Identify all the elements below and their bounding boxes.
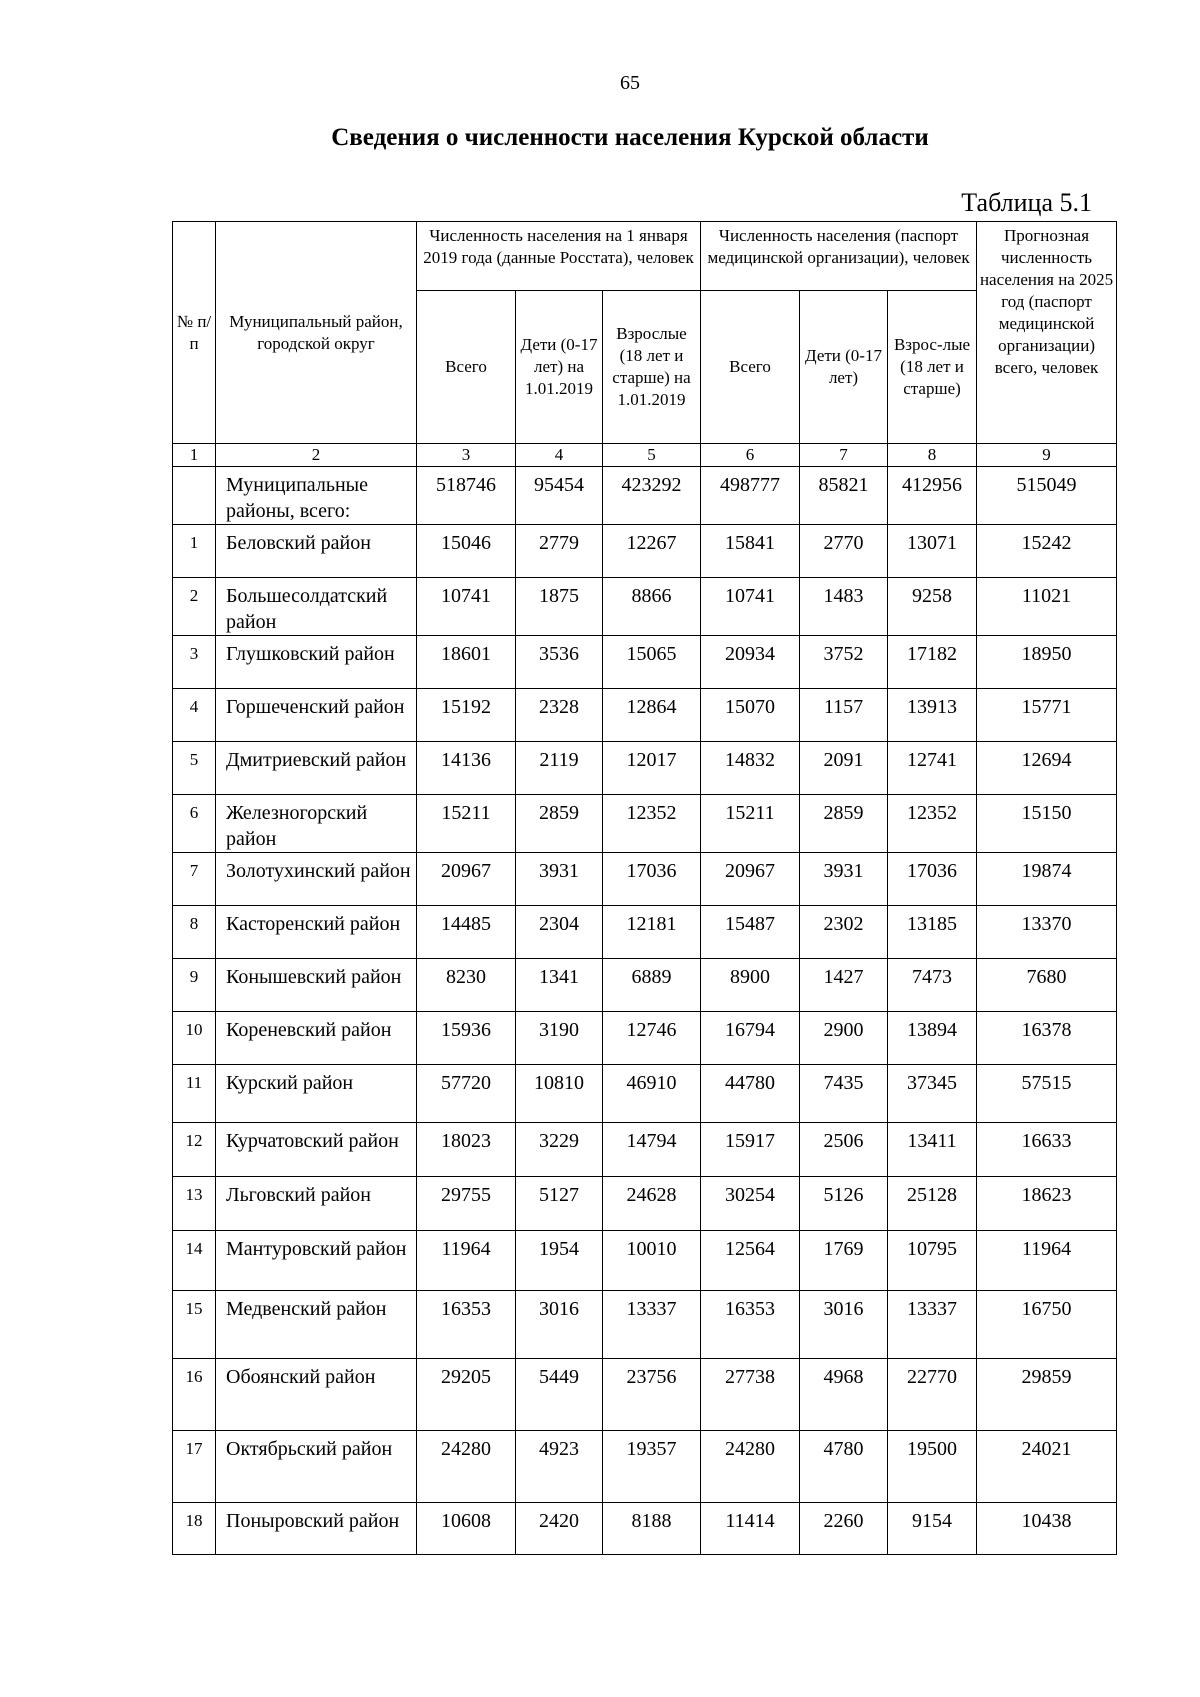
- value-cell: 29755: [417, 1177, 516, 1231]
- value-cell: 18023: [417, 1123, 516, 1177]
- table-row: [173, 1065, 1117, 1123]
- value-cell: 3536: [516, 636, 603, 689]
- value-cell: 11964: [417, 1231, 516, 1291]
- value-cell: 5126: [800, 1177, 888, 1231]
- value-cell: 2779: [516, 525, 603, 578]
- table-row: [173, 1359, 1117, 1431]
- value-cell: 12741: [888, 742, 977, 795]
- value-cell: 10795: [888, 1231, 977, 1291]
- value-cell: 7473: [888, 959, 977, 1012]
- value-cell: 2304: [516, 906, 603, 959]
- value-cell: 12864: [603, 689, 701, 742]
- table-body: [173, 444, 1117, 1555]
- value-cell: 3752: [800, 636, 888, 689]
- value-cell: 3931: [516, 853, 603, 906]
- district-name: Курчатовский район: [216, 1123, 417, 1177]
- value-cell: 15070: [701, 689, 800, 742]
- value-cell: 18623: [977, 1177, 1117, 1231]
- value-cell: 1427: [800, 959, 888, 1012]
- value-cell: 16750: [977, 1291, 1117, 1359]
- table-row: [173, 525, 1117, 578]
- row-number: 10: [173, 1012, 216, 1065]
- row-number: 1: [173, 525, 216, 578]
- value-cell: 2328: [516, 689, 603, 742]
- column-number: 6: [701, 444, 800, 467]
- value-cell: 19500: [888, 1431, 977, 1503]
- value-cell: 10438: [977, 1503, 1117, 1555]
- value-cell: 24280: [417, 1431, 516, 1503]
- value-cell: 57720: [417, 1065, 516, 1123]
- value-cell: 18601: [417, 636, 516, 689]
- header-rosstat-total: Всего: [417, 291, 516, 444]
- value-cell: 2302: [800, 906, 888, 959]
- column-number: 9: [977, 444, 1117, 467]
- column-number: 4: [516, 444, 603, 467]
- district-name: Касторенский район: [216, 906, 417, 959]
- district-name: Золотухинский район: [216, 853, 417, 906]
- value-cell: 11964: [977, 1231, 1117, 1291]
- value-cell: 23756: [603, 1359, 701, 1431]
- value-cell: 85821: [800, 467, 888, 525]
- value-cell: 2900: [800, 1012, 888, 1065]
- column-number: 2: [216, 444, 417, 467]
- row-number: 16: [173, 1359, 216, 1431]
- value-cell: 3931: [800, 853, 888, 906]
- value-cell: 57515: [977, 1065, 1117, 1123]
- table-row: [173, 636, 1117, 689]
- value-cell: 16378: [977, 1012, 1117, 1065]
- table-row: [173, 853, 1117, 906]
- value-cell: 17182: [888, 636, 977, 689]
- value-cell: 14485: [417, 906, 516, 959]
- value-cell: 20967: [417, 853, 516, 906]
- value-cell: 2260: [800, 1503, 888, 1555]
- value-cell: 44780: [701, 1065, 800, 1123]
- value-cell: 2859: [800, 795, 888, 853]
- district-name: Мантуровский район: [216, 1231, 417, 1291]
- value-cell: 30254: [701, 1177, 800, 1231]
- value-cell: 15242: [977, 525, 1117, 578]
- value-cell: 5127: [516, 1177, 603, 1231]
- value-cell: 13185: [888, 906, 977, 959]
- value-cell: 1769: [800, 1231, 888, 1291]
- value-cell: 16353: [417, 1291, 516, 1359]
- value-cell: 15046: [417, 525, 516, 578]
- value-cell: 13071: [888, 525, 977, 578]
- value-cell: 29859: [977, 1359, 1117, 1431]
- column-number: 3: [417, 444, 516, 467]
- value-cell: 7435: [800, 1065, 888, 1123]
- table-row: [173, 1231, 1117, 1291]
- row-number: 14: [173, 1231, 216, 1291]
- district-name: Льговский район: [216, 1177, 417, 1231]
- row-number: 7: [173, 853, 216, 906]
- value-cell: 5449: [516, 1359, 603, 1431]
- value-cell: 10010: [603, 1231, 701, 1291]
- value-cell: 14136: [417, 742, 516, 795]
- value-cell: 12564: [701, 1231, 800, 1291]
- value-cell: 24628: [603, 1177, 701, 1231]
- value-cell: 16353: [701, 1291, 800, 1359]
- district-name: Октябрьский район: [216, 1431, 417, 1503]
- value-cell: 13411: [888, 1123, 977, 1177]
- district-name: Медвенский район: [216, 1291, 417, 1359]
- value-cell: 12267: [603, 525, 701, 578]
- value-cell: 3016: [800, 1291, 888, 1359]
- row-number: 15: [173, 1291, 216, 1359]
- value-cell: 11414: [701, 1503, 800, 1555]
- value-cell: 10608: [417, 1503, 516, 1555]
- value-cell: 2420: [516, 1503, 603, 1555]
- value-cell: 46910: [603, 1065, 701, 1123]
- population-table: [172, 221, 1117, 1555]
- district-name: Конышевский район: [216, 959, 417, 1012]
- value-cell: 9154: [888, 1503, 977, 1555]
- header-rosstat-group: Численность населения на 1 января 2019 года (данные Росстата), человек: [417, 222, 701, 291]
- value-cell: 423292: [603, 467, 701, 525]
- value-cell: 24021: [977, 1431, 1117, 1503]
- value-cell: 13370: [977, 906, 1117, 959]
- value-cell: 37345: [888, 1065, 977, 1123]
- value-cell: 8230: [417, 959, 516, 1012]
- header-passport-adults: Взрос-лые (18 лет и старше): [888, 291, 977, 444]
- value-cell: 15936: [417, 1012, 516, 1065]
- row-number: 11: [173, 1065, 216, 1123]
- header-forecast: Прогнозная численность населения на 2025 год (паспорт медицинской организации) всего, человек: [977, 222, 1117, 444]
- row-number: 4: [173, 689, 216, 742]
- row-number: 18: [173, 1503, 216, 1555]
- value-cell: 17036: [603, 853, 701, 906]
- value-cell: 3229: [516, 1123, 603, 1177]
- district-name: Железногорский район: [216, 795, 417, 853]
- value-cell: 18950: [977, 636, 1117, 689]
- column-number: 8: [888, 444, 977, 467]
- value-cell: 518746: [417, 467, 516, 525]
- table-header: [173, 222, 1117, 444]
- row-number: 13: [173, 1177, 216, 1231]
- value-cell: 14832: [701, 742, 800, 795]
- header-passport-total: Всего: [701, 291, 800, 444]
- value-cell: 19874: [977, 853, 1117, 906]
- district-name: Большесолдатский район: [216, 578, 417, 636]
- district-name: Обоянский район: [216, 1359, 417, 1431]
- value-cell: 1341: [516, 959, 603, 1012]
- value-cell: 6889: [603, 959, 701, 1012]
- value-cell: 2506: [800, 1123, 888, 1177]
- value-cell: 22770: [888, 1359, 977, 1431]
- value-cell: 4968: [800, 1359, 888, 1431]
- value-cell: 4780: [800, 1431, 888, 1503]
- value-cell: 2859: [516, 795, 603, 853]
- value-cell: 24280: [701, 1431, 800, 1503]
- value-cell: 14794: [603, 1123, 701, 1177]
- district-name: Поныровский район: [216, 1503, 417, 1555]
- row-number: 3: [173, 636, 216, 689]
- table-row: [173, 578, 1117, 636]
- row-number: 8: [173, 906, 216, 959]
- value-cell: 20967: [701, 853, 800, 906]
- header-passport-children: Дети (0-17 лет): [800, 291, 888, 444]
- value-cell: 13913: [888, 689, 977, 742]
- value-cell: 1157: [800, 689, 888, 742]
- district-name: Кореневский район: [216, 1012, 417, 1065]
- header-num: № п/п: [173, 222, 216, 444]
- row-number: 6: [173, 795, 216, 853]
- row-number: 9: [173, 959, 216, 1012]
- table-row: [173, 1431, 1117, 1503]
- row-number: 5: [173, 742, 216, 795]
- value-cell: 16794: [701, 1012, 800, 1065]
- value-cell: 3190: [516, 1012, 603, 1065]
- value-cell: 2119: [516, 742, 603, 795]
- value-cell: 12352: [888, 795, 977, 853]
- column-number: 1: [173, 444, 216, 467]
- district-name: Горшеченский район: [216, 689, 417, 742]
- table-row: [173, 906, 1117, 959]
- header-rosstat-adults: Взрослые (18 лет и старше) на 1.01.2019: [603, 291, 701, 444]
- value-cell: 19357: [603, 1431, 701, 1503]
- table-row: [173, 689, 1117, 742]
- value-cell: 10741: [701, 578, 800, 636]
- value-cell: 498777: [701, 467, 800, 525]
- district-name: Курский район: [216, 1065, 417, 1123]
- value-cell: 3016: [516, 1291, 603, 1359]
- value-cell: 9258: [888, 578, 977, 636]
- value-cell: 412956: [888, 467, 977, 525]
- value-cell: 10741: [417, 578, 516, 636]
- column-number: 7: [800, 444, 888, 467]
- row-number: 12: [173, 1123, 216, 1177]
- header-district: Муниципальный район, городской округ: [216, 222, 417, 444]
- table-row: [173, 1123, 1117, 1177]
- value-cell: 15841: [701, 525, 800, 578]
- table-row: [173, 1291, 1117, 1359]
- value-cell: 12181: [603, 906, 701, 959]
- value-cell: 12694: [977, 742, 1117, 795]
- value-cell: 1875: [516, 578, 603, 636]
- value-cell: 1483: [800, 578, 888, 636]
- column-number-row: [173, 444, 1117, 467]
- value-cell: 20934: [701, 636, 800, 689]
- value-cell: 2091: [800, 742, 888, 795]
- value-cell: 8188: [603, 1503, 701, 1555]
- row-number: 17: [173, 1431, 216, 1503]
- value-cell: 15211: [417, 795, 516, 853]
- value-cell: 15150: [977, 795, 1117, 853]
- row-number: 2: [173, 578, 216, 636]
- value-cell: 13337: [603, 1291, 701, 1359]
- row-number: [173, 467, 216, 525]
- district-name: Глушковский район: [216, 636, 417, 689]
- total-row: [173, 467, 1117, 525]
- value-cell: 13894: [888, 1012, 977, 1065]
- value-cell: 15211: [701, 795, 800, 853]
- table-label: Таблица 5.1: [961, 188, 1092, 217]
- header-rosstat-children: Дети (0-17 лет) на 1.01.2019: [516, 291, 603, 444]
- value-cell: 8900: [701, 959, 800, 1012]
- value-cell: 29205: [417, 1359, 516, 1431]
- value-cell: 15065: [603, 636, 701, 689]
- value-cell: 12017: [603, 742, 701, 795]
- table-row: [173, 1503, 1117, 1555]
- table-row: [173, 959, 1117, 1012]
- value-cell: 2770: [800, 525, 888, 578]
- value-cell: 8866: [603, 578, 701, 636]
- value-cell: 17036: [888, 853, 977, 906]
- value-cell: 4923: [516, 1431, 603, 1503]
- column-number: 5: [603, 444, 701, 467]
- value-cell: 25128: [888, 1177, 977, 1231]
- value-cell: 95454: [516, 467, 603, 525]
- district-name: Беловский район: [216, 525, 417, 578]
- value-cell: 13337: [888, 1291, 977, 1359]
- value-cell: 11021: [977, 578, 1117, 636]
- value-cell: 10810: [516, 1065, 603, 1123]
- value-cell: 515049: [977, 467, 1117, 525]
- district-name: Муниципальные районы, всего:: [216, 467, 417, 525]
- value-cell: 15917: [701, 1123, 800, 1177]
- header-passport-group: Численность населения (паспорт медицинской организации), человек: [701, 222, 977, 291]
- value-cell: 1954: [516, 1231, 603, 1291]
- value-cell: 15771: [977, 689, 1117, 742]
- page-title: Сведения о численности населения Курской области: [331, 124, 929, 151]
- table-row: [173, 742, 1117, 795]
- table-row: [173, 1177, 1117, 1231]
- value-cell: 12746: [603, 1012, 701, 1065]
- page-number: 65: [620, 72, 640, 94]
- value-cell: 15487: [701, 906, 800, 959]
- value-cell: 15192: [417, 689, 516, 742]
- table-row: [173, 1012, 1117, 1065]
- value-cell: 12352: [603, 795, 701, 853]
- district-name: Дмитриевский район: [216, 742, 417, 795]
- table-row: [173, 795, 1117, 853]
- value-cell: 27738: [701, 1359, 800, 1431]
- value-cell: 7680: [977, 959, 1117, 1012]
- value-cell: 16633: [977, 1123, 1117, 1177]
